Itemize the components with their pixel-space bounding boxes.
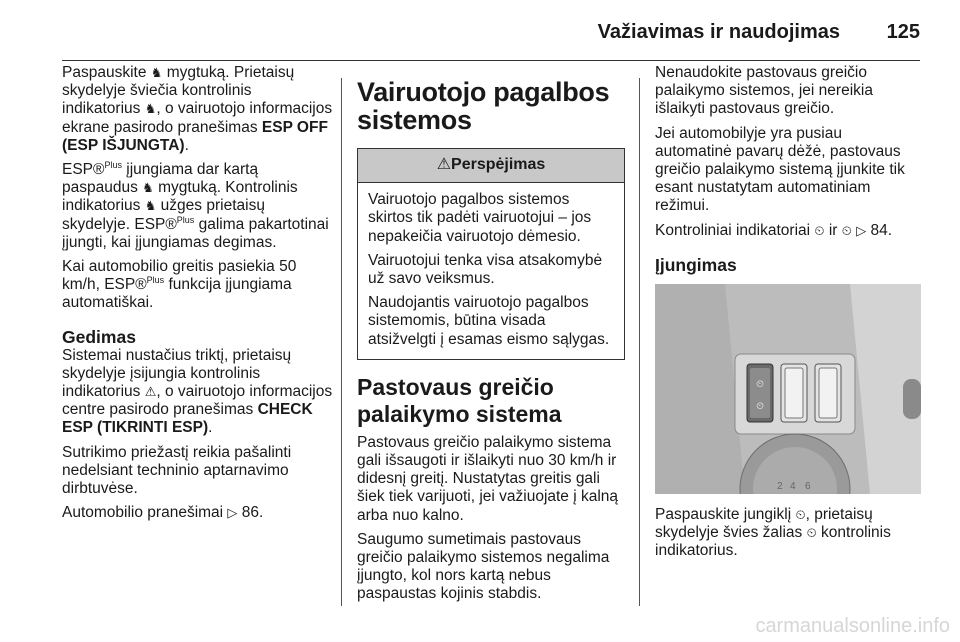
column-divider (639, 78, 640, 606)
esp-off-icon: ♞ (144, 101, 157, 117)
reference-arrow-icon: ▷ (227, 505, 238, 521)
svg-text:⏲: ⏲ (756, 379, 764, 391)
subheading-ijungimas: Įjungimas (655, 254, 737, 275)
esp-off-icon: ♞ (142, 180, 154, 196)
heading-cruise-control: Pastovaus greičio palaikymo sistema (357, 373, 562, 427)
paragraph: Automobilio pranešimai ▷ 86. (62, 504, 264, 522)
page-reference-link[interactable]: 86. (241, 504, 264, 522)
paragraph: ESP®$^{Plus}$ įjungiama dar kartą paspaudus ♞ mygtuką. Kontrolinis indikatorius ♞ užges prietaisų skydelyje. ESP®$^{Plus}$ galima pakartotinai įjungti, kai įjungiamas degimas. (62, 159, 329, 251)
paragraph: Vairuotojui tenka visa atsakomybė už savo veiksmus. (368, 251, 603, 288)
column-divider (341, 78, 342, 606)
heading-driver-assistance: Vairuotojo pagalbos sistemos (357, 77, 610, 135)
dashboard-switch-photo (655, 284, 921, 494)
esp-off-icon: ♞ (150, 65, 163, 80)
paragraph: Kontroliniai indikatoriai ⏲ ir ⏲ ▷ 84. (655, 221, 893, 239)
cruise-control-icon: ⏲ (841, 222, 852, 238)
cruise-control-icon: ⏲ (814, 222, 825, 238)
svg-text:4: 4 (790, 481, 796, 493)
column-3 (655, 64, 921, 567)
watermark: carmanualsonline.info (755, 615, 950, 637)
page-reference-link[interactable]: 84. (870, 221, 893, 239)
page-header (62, 0, 920, 61)
paragraph: Sistemai nustačius triktį, prietaisų skydelyje įsijungia kontrolinis indikatorius ⚠, o vairuotojo informacijos centre pasirodo pranešimas CHECK ESP (TIKRINTI ESP). (62, 346, 333, 437)
page-number: 125 (886, 21, 920, 43)
warning-triangle-icon: ⚠ (436, 156, 452, 173)
svg-text:2: 2 (777, 481, 783, 493)
paragraph: Pastovaus greičio palaikymo sistema gali išsaugoti ir išlaikyti nuo 30 km/h ir didesnį greitį. Nustatytas greitis gali šiek tiek varijuoti, jei važiuojate į kalną arba nuo kalno. (357, 433, 619, 524)
column-1 (62, 64, 334, 528)
paragraph: Sutrikimo priežastį reikia pašalinti nedelsiant techninio aptarnavimo dirbtuvėse. (62, 443, 292, 498)
esp-off-icon: ♞ (144, 198, 157, 214)
reference-arrow-icon: ▷ (856, 222, 867, 238)
paragraph: Saugumo sumetimais pastovaus greičio palaikymo sistemos negalima įjungto, kol nors kartą nebus paspaustas kojinis stabdis. (357, 530, 610, 603)
paragraph: Paspauskite ♞ mygtuką. Prietaisų skydelyje šviečia kontrolinis indikatorius ♞, o vairuotojo informacijos ekrane pasirodo pranešimas ESP OFF (ESP IŠJUNGTA). (62, 64, 333, 154)
paragraph: Jei automobilyje yra pusiau automatinė pavarų dėžė, pastovaus greičio palaikymo sistemą įjunkite tik esant nustatytam automatiniam režimui. (655, 124, 905, 215)
svg-text:6: 6 (805, 481, 811, 493)
subheading-gedimas: Gedimas (62, 326, 136, 347)
cruise-control-icon: ⏲ (795, 507, 806, 523)
warning-box (357, 148, 625, 360)
switch-panel-illustration (655, 284, 921, 494)
column-2 (357, 64, 625, 610)
warning-body (358, 183, 624, 359)
paragraph: Nenaudokite pastovaus greičio palaikymo sistemos, jei nereikia išlaikyti pastovaus greičio. (655, 64, 873, 118)
warning-header: ⚠Perspėjimas (358, 149, 624, 183)
cruise-control-icon: ⏲ (806, 525, 817, 541)
paragraph: Naudojantis vairuotojo pagalbos sistemomis, būtina visada atsižvelgti į esamas eismo sąlygas. (368, 294, 610, 348)
esp-fault-icon: ⚠ (144, 384, 157, 400)
paragraph: Kai automobilio greitis pasiekia 50 km/h, ESP®$^{Plus}$ funkcija įjungiama automatiškai. (62, 258, 297, 312)
section-title: Važiavimas ir naudojimas (597, 21, 840, 43)
paragraph: Paspauskite jungiklį ⏲, prietaisų skydelyje švies žalias ⏲ kontrolinis indikatorius. (655, 506, 891, 560)
paragraph: Vairuotojo pagalbos sistemos skirtos tik padėti vairuotojui – jos nepakeičia vairuotojo dėmesio. (368, 191, 592, 245)
svg-text:⏲: ⏲ (756, 401, 764, 413)
